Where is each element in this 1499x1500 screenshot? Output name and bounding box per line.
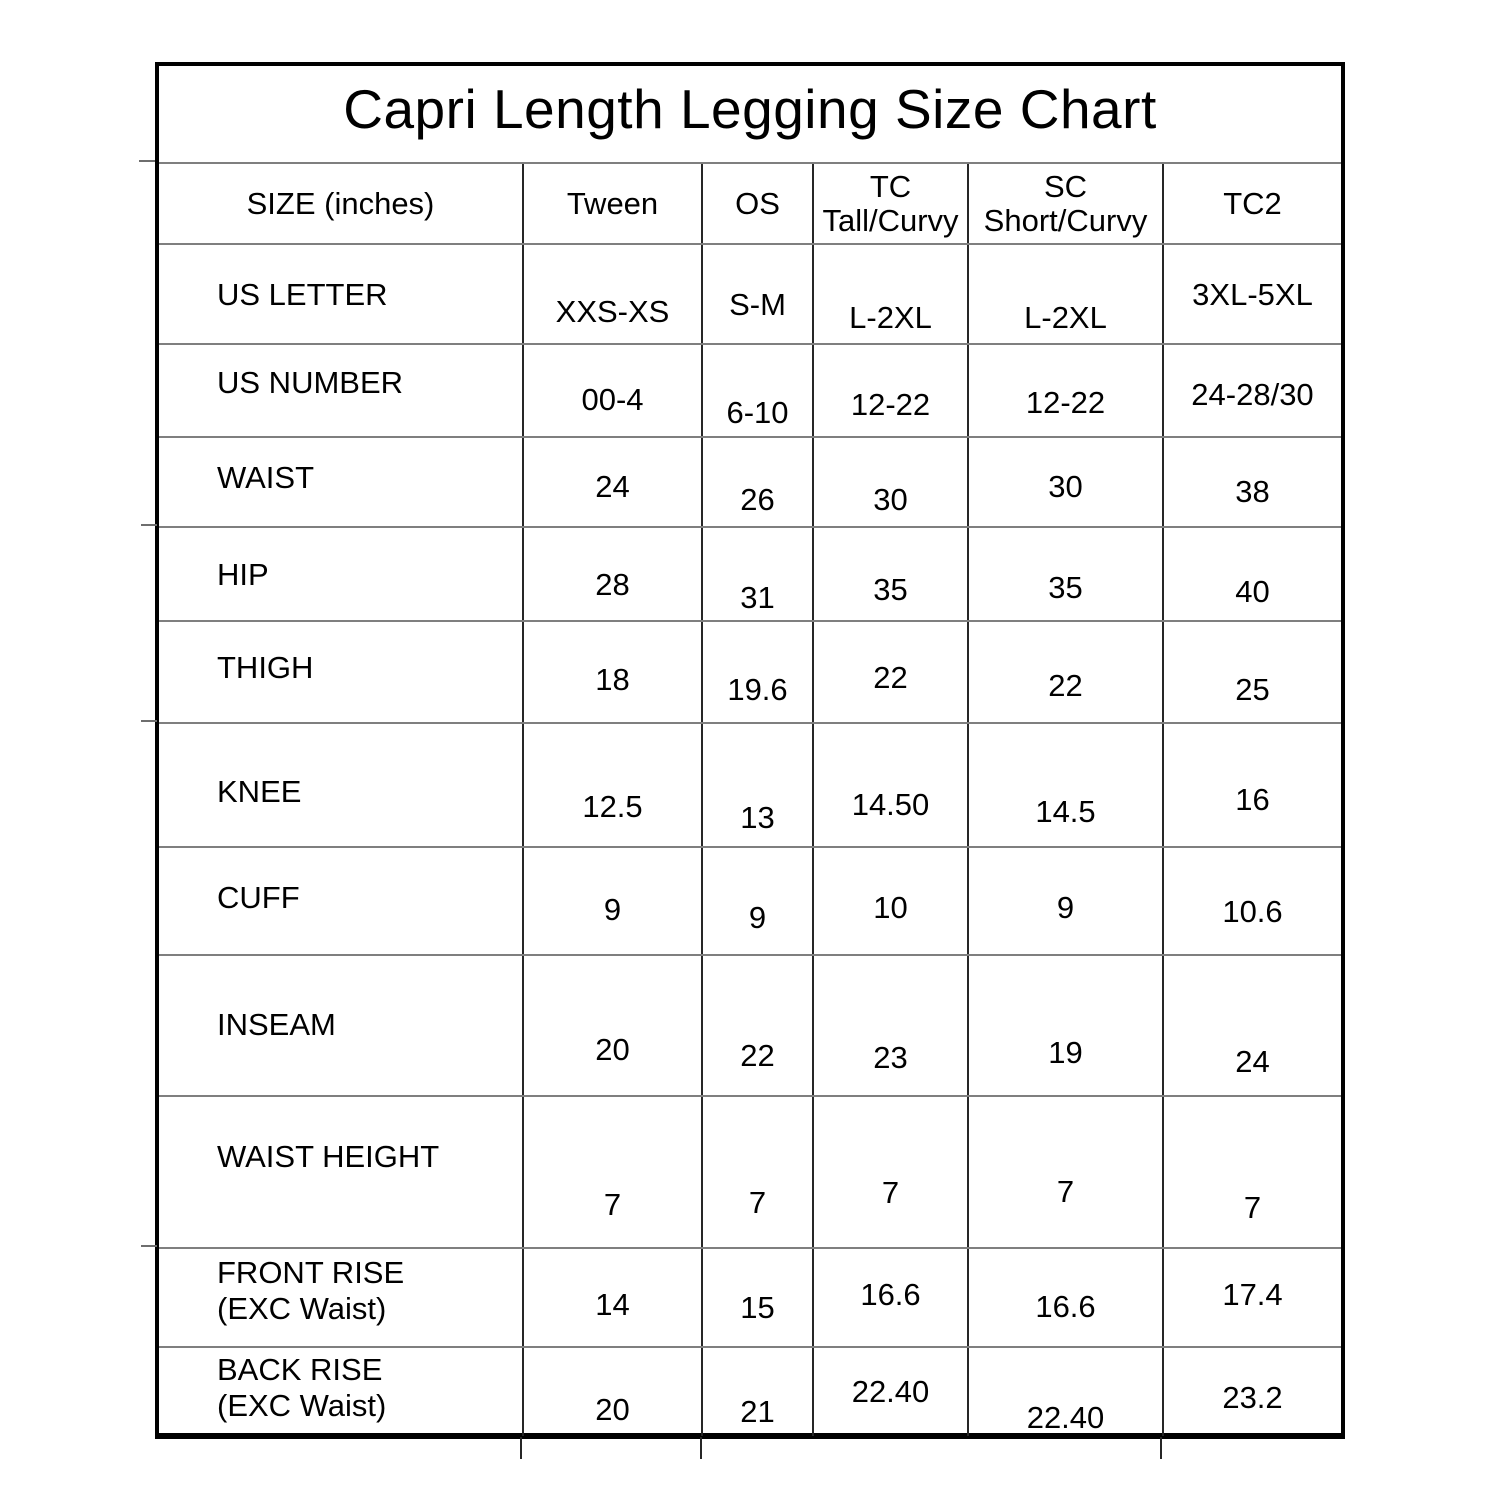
row-label: CUFF xyxy=(217,880,300,915)
table-cell: 15 xyxy=(701,1249,812,1346)
table-cell: 22.40 xyxy=(812,1348,967,1436)
table-cell: 22 xyxy=(967,622,1162,722)
table-cell: 7 xyxy=(967,1097,1162,1247)
table-cell: 30 xyxy=(812,438,967,526)
table-row-us-number xyxy=(159,343,1341,436)
table-row-cuff xyxy=(159,846,1341,954)
table-row-hip xyxy=(159,526,1341,620)
table-cell: 00-4 xyxy=(522,345,701,436)
column-header-os xyxy=(701,164,812,243)
row-label xyxy=(159,1348,522,1436)
table-row-thigh xyxy=(159,620,1341,722)
row-label: HIP xyxy=(217,557,269,592)
column-header-tc xyxy=(812,164,967,243)
table-cell: 7 xyxy=(1162,1097,1341,1247)
table-cell: 14 xyxy=(522,1249,701,1346)
header-row xyxy=(159,162,1341,243)
table-cell: L-2XL xyxy=(812,245,967,343)
column-header-sc xyxy=(967,164,1162,243)
table-cell: 23.2 xyxy=(1162,1348,1341,1436)
row-label: KNEE xyxy=(217,774,302,809)
column-header-label: TC2 xyxy=(1223,185,1282,221)
row-label: US NUMBER xyxy=(217,365,404,400)
row-label: INSEAM xyxy=(217,1007,336,1042)
table-cell: 16 xyxy=(1162,724,1341,846)
table-cell: 7 xyxy=(701,1097,812,1247)
row-label-text: FRONT RISE (EXC Waist) xyxy=(217,1255,405,1326)
table-cell: 9 xyxy=(701,848,812,954)
row-label-text: BACK RISE (EXC Waist) xyxy=(217,1352,387,1423)
grid-tick xyxy=(141,1245,157,1247)
column-header-tween xyxy=(522,164,701,243)
table-cell: 12-22 xyxy=(967,345,1162,436)
table-cell: 17.4 xyxy=(1162,1249,1341,1346)
table-row-knee xyxy=(159,722,1341,846)
table-cell: 40 xyxy=(1162,528,1341,620)
table-cell: 22 xyxy=(812,622,967,722)
table-cell: 19 xyxy=(967,956,1162,1095)
table-cell: 7 xyxy=(812,1097,967,1247)
row-label: THIGH xyxy=(217,650,314,685)
table-cell: 26 xyxy=(701,438,812,526)
table-cell: L-2XL xyxy=(967,245,1162,343)
row-label xyxy=(159,1249,522,1346)
table-row-inseam xyxy=(159,954,1341,1095)
table-cell: 28 xyxy=(522,528,701,620)
grid-tick xyxy=(700,1437,702,1459)
table-cell: 22.40 xyxy=(967,1348,1162,1436)
grid-tick xyxy=(1160,1437,1162,1459)
table-cell: 7 xyxy=(522,1097,701,1247)
table-cell: 16.6 xyxy=(967,1249,1162,1346)
table-cell: S-M xyxy=(701,245,812,343)
table-cell: 20 xyxy=(522,956,701,1095)
table-cell: 25 xyxy=(1162,622,1341,722)
table-row-us-letter xyxy=(159,243,1341,343)
column-header-size xyxy=(159,164,522,243)
table-cell: 9 xyxy=(522,848,701,954)
table-row-back-rise xyxy=(159,1346,1341,1433)
grid-tick xyxy=(139,160,155,162)
table-cell: 10.6 xyxy=(1162,848,1341,954)
grid-tick xyxy=(520,1437,522,1459)
table-cell: 21 xyxy=(701,1348,812,1436)
size-chart-table xyxy=(155,62,1345,1439)
table-cell: 13 xyxy=(701,724,812,846)
table-cell: 35 xyxy=(967,528,1162,620)
column-header-label: SIZE (inches) xyxy=(246,185,435,221)
table-cell: 24-28/30 xyxy=(1162,345,1341,436)
table-cell: 35 xyxy=(812,528,967,620)
table-cell: 12-22 xyxy=(812,345,967,436)
table-cell: 23 xyxy=(812,956,967,1095)
table-cell: 9 xyxy=(967,848,1162,954)
table-cell: 22 xyxy=(701,956,812,1095)
column-header-label: SC Short/Curvy xyxy=(983,168,1148,238)
table-cell: 24 xyxy=(1162,956,1341,1095)
row-label: US LETTER xyxy=(217,277,388,312)
grid-tick xyxy=(141,720,157,722)
table-cell: 6-10 xyxy=(701,345,812,436)
table-cell: 31 xyxy=(701,528,812,620)
column-header-label: TC Tall/Curvy xyxy=(822,168,959,238)
row-label: WAIST xyxy=(217,460,315,495)
table-cell: 16.6 xyxy=(812,1249,967,1346)
table-cell: 38 xyxy=(1162,438,1341,526)
row-label: WAIST HEIGHT xyxy=(217,1139,440,1174)
table-cell: 3XL-5XL xyxy=(1162,245,1341,343)
table-cell: 24 xyxy=(522,438,701,526)
table-cell: 14.5 xyxy=(967,724,1162,846)
table-cell: 18 xyxy=(522,622,701,722)
table-cell: 12.5 xyxy=(522,724,701,846)
column-header-label: OS xyxy=(735,185,780,221)
table-cell: 30 xyxy=(967,438,1162,526)
column-header-label: Tween xyxy=(566,185,659,221)
table-cell: 19.6 xyxy=(701,622,812,722)
column-header-tc2 xyxy=(1162,164,1341,243)
table-cell: XXS-XS xyxy=(522,245,701,343)
table-row-waist-height xyxy=(159,1095,1341,1247)
grid-tick xyxy=(141,524,157,526)
table-cell: 10 xyxy=(812,848,967,954)
table-cell: 20 xyxy=(522,1348,701,1436)
table-cell: 14.50 xyxy=(812,724,967,846)
chart-title: Capri Length Legging Size Chart xyxy=(343,78,1157,140)
table-row-waist xyxy=(159,436,1341,526)
table-row-front-rise xyxy=(159,1247,1341,1346)
